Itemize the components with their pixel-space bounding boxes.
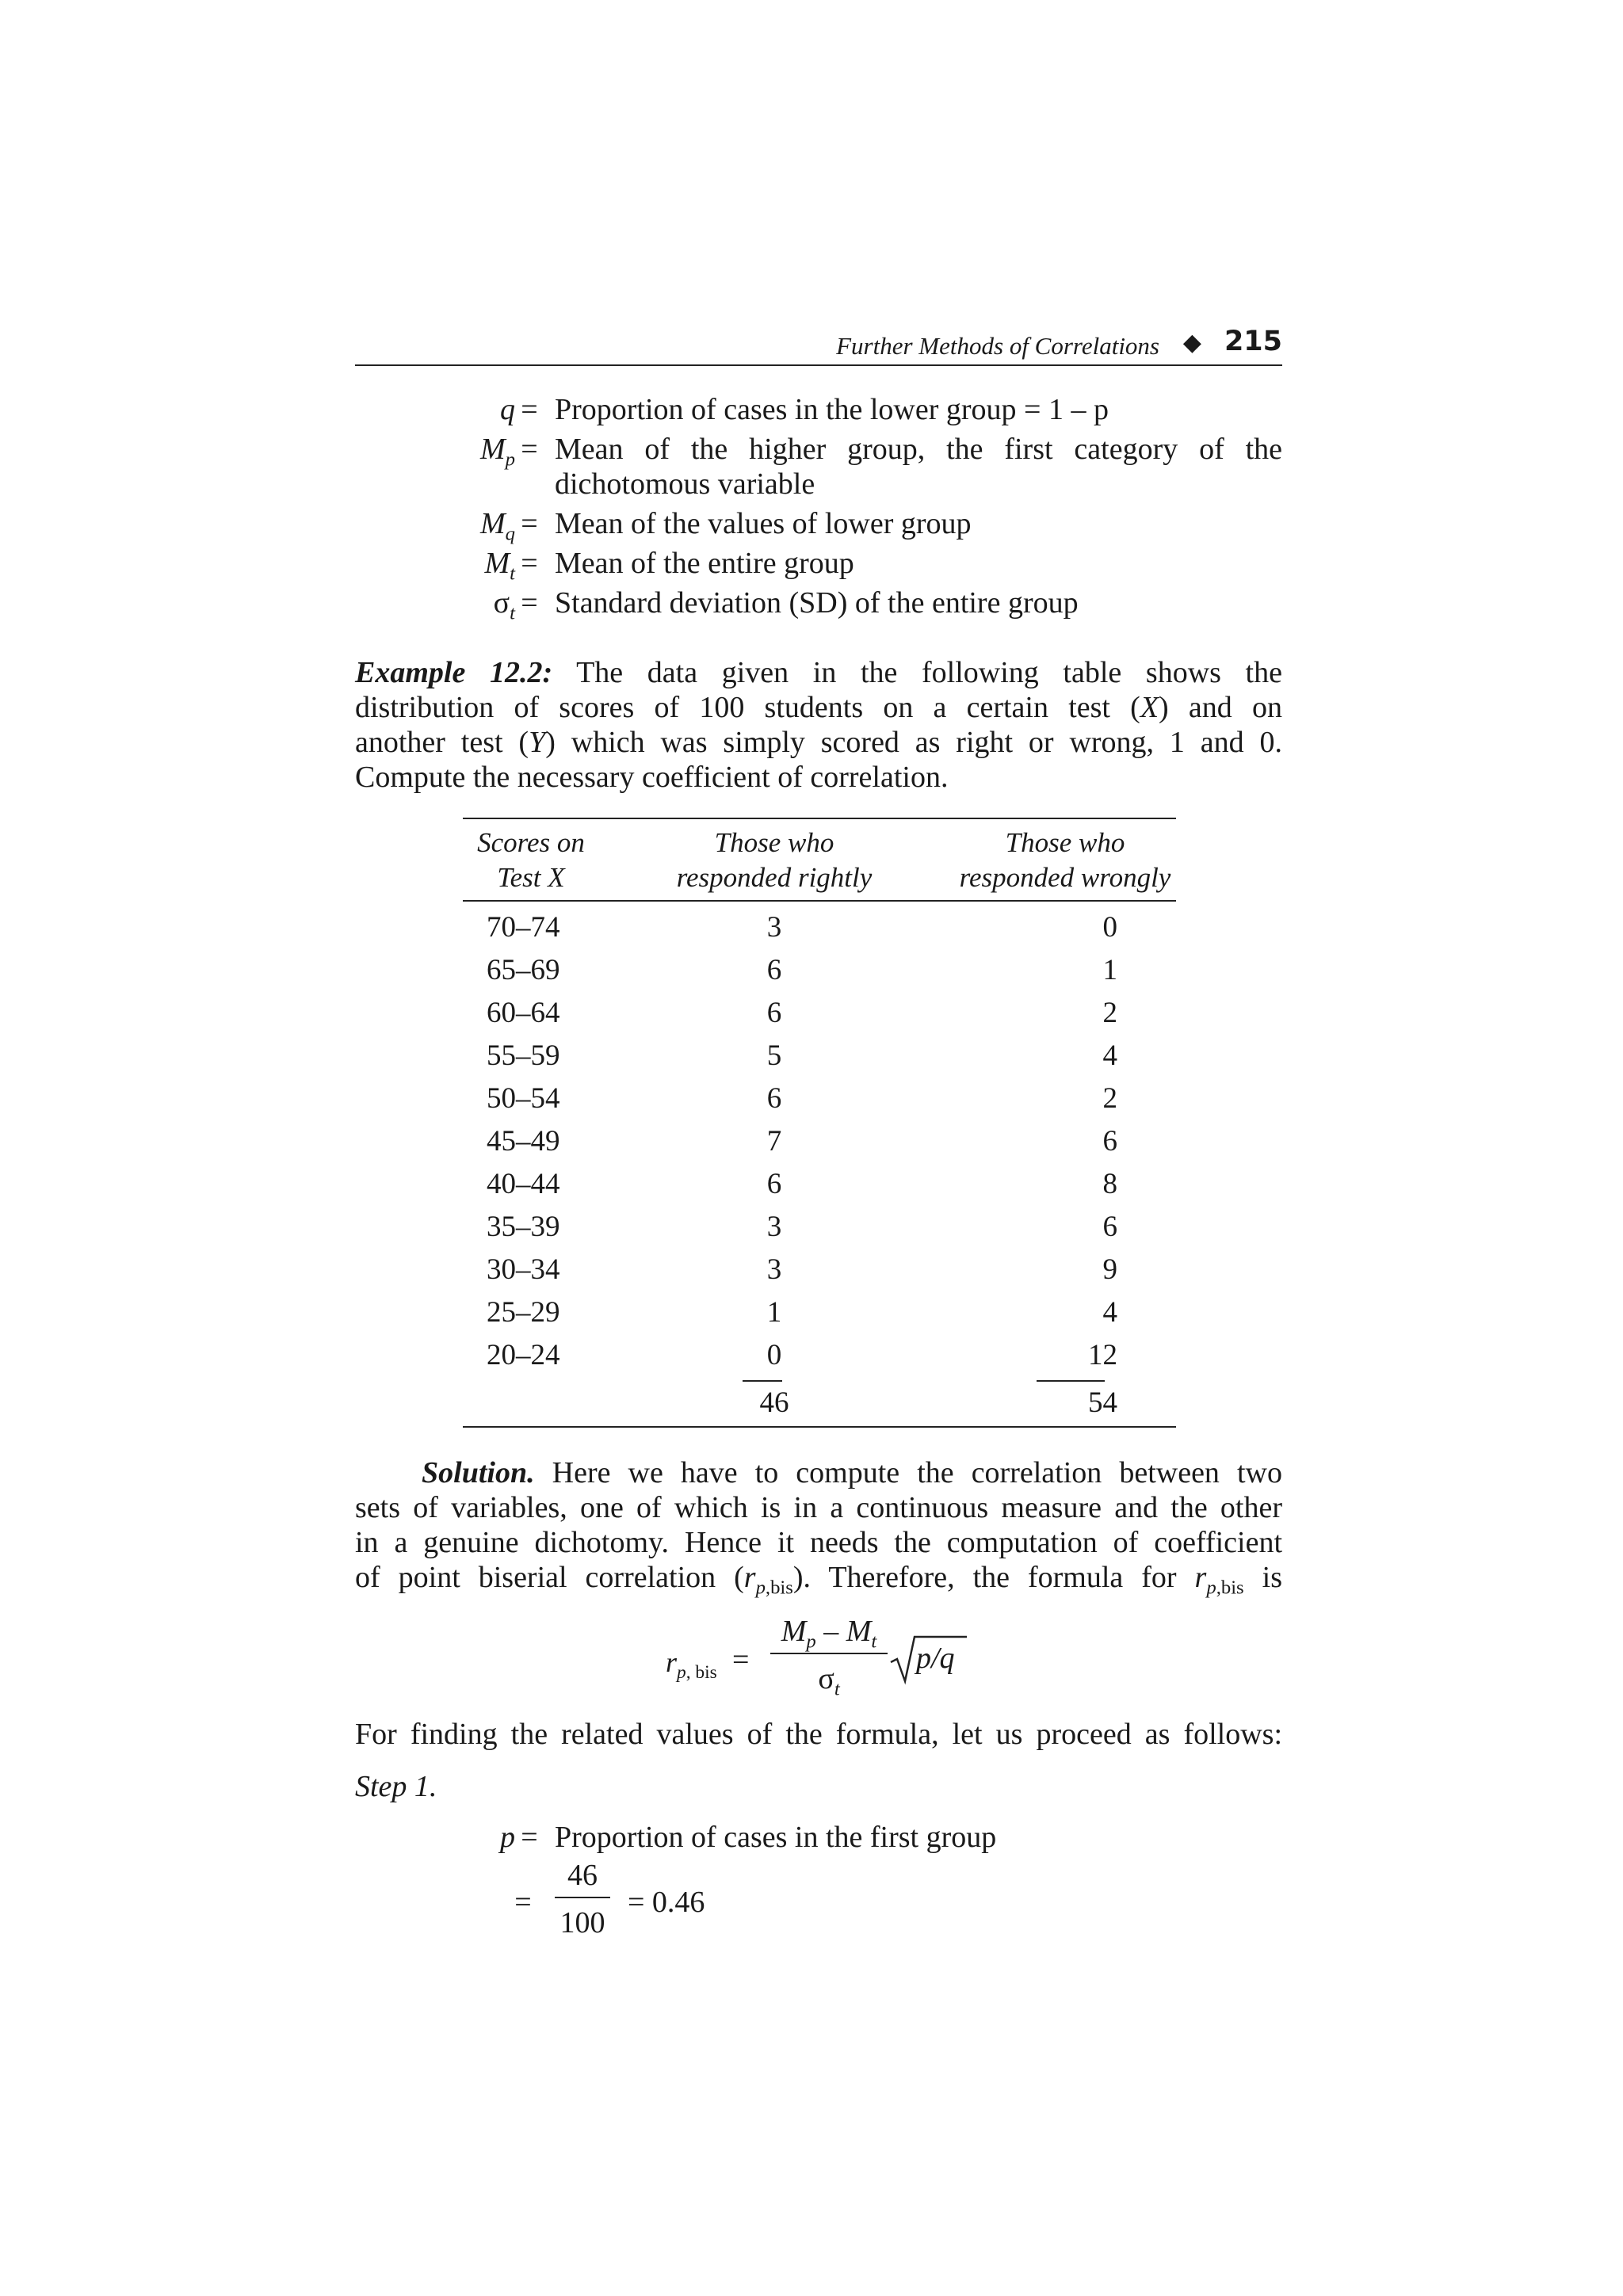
table-cell: 3 — [766, 911, 782, 944]
solution-line-1: Solution. Here we have to compute the correlation between two — [422, 1456, 1282, 1489]
def-equals: = — [521, 507, 538, 540]
table-cell: 35–39 — [487, 1211, 560, 1243]
table-cell: 6 — [766, 997, 782, 1029]
table-cell: 20–24 — [487, 1339, 560, 1371]
table-cell: 6 — [766, 1082, 782, 1115]
page-number: 215 — [1224, 326, 1282, 357]
step-p-symbol: p — [500, 1821, 515, 1854]
formula-fraction-bar — [770, 1653, 888, 1654]
formula-numerator: $M_p - M_t$ — [781, 1615, 877, 1653]
step-fraction-bar — [555, 1897, 610, 1898]
def-symbol-mp: $M_p$ — [480, 433, 515, 471]
total-rule-wrongly — [1037, 1380, 1105, 1382]
solution-label: Solution. — [422, 1456, 535, 1489]
example-line-4: Compute the necessary coefficient of correlation. — [355, 761, 949, 794]
total-wrongly: 54 — [1088, 1386, 1117, 1419]
table-cell: 50–54 — [487, 1082, 560, 1115]
def-text-mt: Mean of the entire group — [555, 547, 854, 580]
total-rightly: 46 — [759, 1386, 789, 1419]
solution-line-3: in a genuine dichotomy. Hence it needs the computation of coefficient — [355, 1526, 1282, 1559]
table-cell: 40–44 — [487, 1168, 560, 1200]
step-equals: = — [521, 1821, 538, 1854]
formula-lhs: $r_{p, bis}$ — [666, 1646, 717, 1684]
solution-line-2: sets of variables, one of which is in a continuous measure and the other — [355, 1491, 1282, 1524]
table-cell: 65–69 — [487, 954, 560, 986]
step-denominator: 100 — [559, 1906, 605, 1939]
running-head — [355, 325, 1282, 364]
table-header-scores: Scores on Test X — [477, 827, 585, 893]
def-text-q: Proportion of cases in the lower group = 1 – p — [555, 393, 1109, 426]
table-header-rightly: Those who responded rightly — [676, 827, 873, 893]
step-label: Step 1. — [355, 1770, 437, 1803]
formula-radicand: p/q — [916, 1642, 955, 1675]
def-text-mq: Mean of the values of lower group — [555, 507, 972, 540]
table-cell: 5 — [766, 1039, 782, 1072]
table-cell: 60–64 — [487, 997, 560, 1029]
diamond-icon: ◆ — [1182, 330, 1201, 356]
table-cell: 12 — [1088, 1339, 1117, 1371]
table-cell: 7 — [766, 1125, 782, 1158]
example-label: Example 12.2: — [355, 656, 553, 689]
table-cell: 45–49 — [487, 1125, 560, 1158]
formula-denominator: $\sigma_t$ — [818, 1662, 840, 1700]
table-cell: 1 — [766, 1296, 782, 1329]
table-cell: 4 — [1102, 1039, 1117, 1072]
def-symbol-sigma: $\sigma_t$ — [493, 586, 515, 624]
def-text-mp-line2: dichotomous variable — [555, 467, 815, 501]
table-cell: 1 — [1102, 954, 1117, 986]
def-equals: = — [521, 547, 538, 580]
table-cell: 3 — [766, 1211, 782, 1243]
step-numerator: 46 — [567, 1859, 598, 1892]
table-cell: 6 — [1102, 1125, 1117, 1158]
def-equals: = — [521, 393, 538, 426]
table-cell: 6 — [766, 1168, 782, 1200]
table-cell: 25–29 — [487, 1296, 560, 1329]
step-equals-2: = — [514, 1886, 532, 1919]
example-line-2: distribution of scores of 100 students on a certain test (X) and on — [355, 691, 1282, 724]
table-cell: 8 — [1102, 1168, 1117, 1200]
table-top-rule — [463, 818, 1176, 819]
def-equals: = — [521, 433, 538, 466]
def-equals: = — [521, 586, 538, 620]
proceed-text: For finding the related values of the formula, let us proceed as follows: — [355, 1718, 1282, 1751]
def-symbol-mq: $M_q$ — [480, 507, 515, 545]
table-cell: 55–59 — [487, 1039, 560, 1072]
solution-line-4: of point biserial correlation $(r_{p,bis})$. Therefore, the formula for $r_{p,bis}$ is — [355, 1561, 1283, 1599]
table-bottom-rule — [463, 1426, 1176, 1428]
def-symbol-mt: $M_t$ — [484, 547, 515, 585]
formula-equals: = — [732, 1643, 750, 1676]
table-cell: 4 — [1102, 1296, 1117, 1329]
table-cell: 9 — [1102, 1253, 1117, 1286]
table-cell: 3 — [766, 1253, 782, 1286]
def-text-sigma: Standard deviation (SD) of the entire group — [555, 586, 1079, 620]
def-symbol-q: q — [500, 393, 515, 426]
running-head-title: Further Methods of Correlations — [836, 332, 1159, 360]
table-cell: 6 — [1102, 1211, 1117, 1243]
example-line-3: another test (Y) which was simply scored as right or wrong, 1 and 0. — [355, 726, 1282, 759]
step-p-definition: Proportion of cases in the first group — [555, 1821, 997, 1854]
table-cell: 0 — [1102, 911, 1117, 944]
table-cell: 6 — [766, 954, 782, 986]
table-cell: 2 — [1102, 1082, 1117, 1115]
example-line-1: Example 12.2: The data given in the following table shows the — [355, 656, 1282, 689]
table-header-wrongly: Those who responded wrongly — [959, 827, 1171, 893]
header-rule — [355, 364, 1282, 366]
total-rule-rightly — [743, 1380, 782, 1382]
step-result: = 0.46 — [628, 1886, 705, 1919]
table-cell: 70–74 — [487, 911, 560, 944]
table-cell: 2 — [1102, 997, 1117, 1029]
table-cell: 30–34 — [487, 1253, 560, 1286]
table-cell: 0 — [766, 1339, 782, 1371]
def-text-mp-line1: Mean of the higher group, the first category of the — [555, 433, 1282, 466]
table-header-rule — [463, 900, 1176, 902]
